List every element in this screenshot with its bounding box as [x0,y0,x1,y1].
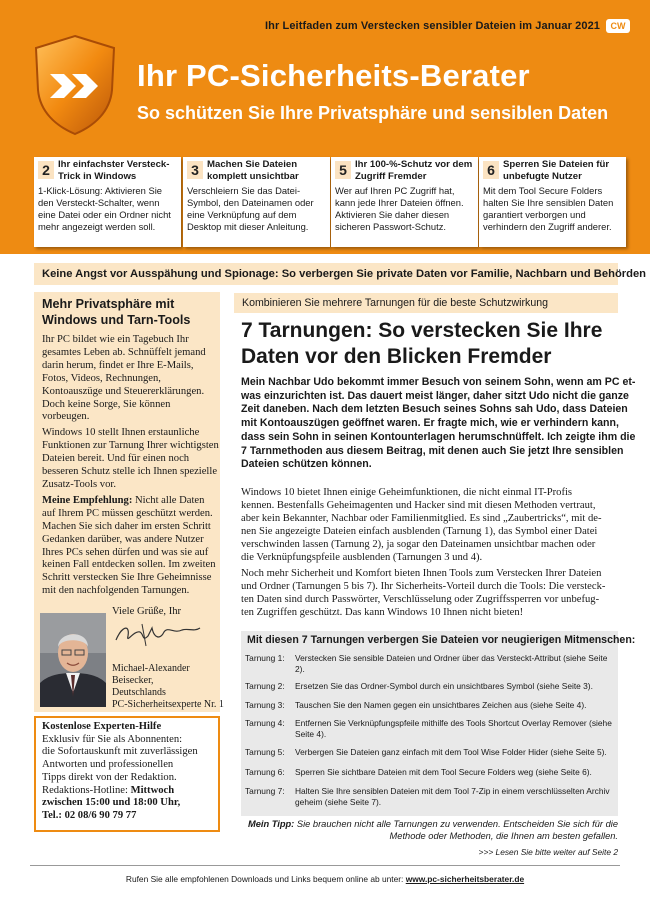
tarnung-text: Sperren Sie sichtbare Dateien mit dem Tool Secure Folders weg (siehe Seite 6). [295,767,592,777]
sidebar-paragraph-2: Windows 10 stellt Ihnen erstaunliche Funktionen zur Tarnung Ihrer wichtigsten Dateien bereit. Und für einen noch besseren Schutz stelle ich Ihnen spezielle Zusatz-Tools vor. [42,427,219,490]
expert-line: Tipps direkt von der Redaktion. [42,771,177,783]
body-line: ten Daten sind durch Passwörter, Verschlüsselung oder Zugriffssperren vor unbefug- [241,594,600,605]
author-line: Michael-Alexander [112,663,190,674]
tarnung-label: Tarnung 6: [245,767,285,777]
expert-heading: Kostenlose Experten-Hilfe [42,721,162,732]
tarnung-label: Tarnung 7: [245,786,285,796]
teaser-card-4[interactable] [479,157,626,247]
tip-box [241,818,618,842]
lead-line: Dateien schützen können. [241,458,372,471]
teaser-text: Verschleiern Sie das Datei-Symbol, den Dateinamen oder eine Verknüpfung auf dem Desktop mit dieser Anleitung. [187,185,314,232]
sidebar-paragraph-3 [42,495,220,598]
tarnung-label: Tarnung 3: [245,700,285,710]
expert-line: Exklusiv für Sie als Abonnenten: [42,733,183,745]
tarnung-text: Ersetzen Sie das Ordner-Symbol durch ein unsichtbares Symbol (siehe Seite 3). [295,681,593,691]
teaser-text: 1-Klick-Lösung: Aktivieren Sie den Versteckt-Schalter, wenn eine Datei oder ein Ordner nicht mehr angezeigt werden soll. [38,185,171,232]
recommendation-label: Meine Empfehlung: [42,494,133,506]
footer-divider [30,865,620,866]
header [0,0,650,254]
shield-arrow-icon [34,34,116,136]
article-paragraph-2 [241,567,619,619]
body-line: verschwinden lassen (Tarnung 2), ja sogar den Dateinamen unsichtbar machen oder [241,539,596,550]
teaser-text: Wer auf Ihren PC Zugriff hat, kann jede Ihrer Dateien öffnen. Aktivieren Sie daher diesen sicheren Passwort-Schutz. [335,185,464,232]
lead-line: mit Kontoauszügen geöffnet waren. Er fragte mich, wie er verhindern kann, [241,417,619,430]
lead-line: 7 Tarnmethoden aus diesem Beitrag, mit denen auch Sie jetzt Ihre sensiblen [241,444,624,457]
author-line: Deutschlands [112,687,166,698]
recommendation-text: Nicht alle Daten auf Ihrem PC müssen geschützt werden. Machen Sie sich daher im ersten Schritt Gedanken darüber, was andere Nutzer Ihres PCs sehen dürfen und was sie auf keinen Fall entdecken sollen. Im zweiten Schritt verstecken Sie Ihre Geheimnisse mit den nachfolgenden Tarnungen. [42,494,216,597]
header-title: Ihr PC-Sicherheits-Berater [137,58,530,93]
teaser-page-number: 6 [483,161,499,179]
topic-banner: Keine Angst vor Ausspähung und Spionage: So verbergen Sie private Daten vor Familie, Nachbarn und Behörden [34,263,618,285]
author-line: PC-Sicherheitsexperte Nr. 1 [112,699,224,710]
tarnung-label: Tarnung 5: [245,747,285,757]
body-line: und Ordner (Tarnungen 5 bis 7). Ihr Sicherheits-Vorteil durch die Tools: Die versteck- [241,581,606,592]
hotline-day: Mittwoch [130,784,175,796]
header-subtitle: So schützen Sie Ihre Privatsphäre und sensiblen Daten [137,103,609,123]
continue-link[interactable]: >>> Lesen Sie bitte weiter auf Seite 2 [478,847,618,857]
hotline-time: zwischen 15:00 und 18:00 Uhr, [42,797,181,809]
tarnung-text: Entfernen Sie Verknüpfungspfeile mithilfe des Tools Shortcut Overlay Remover (siehe Seite 4). [295,718,612,739]
tarnungen-box [241,631,636,816]
hotline-label: Redaktions-Hotline: [42,784,128,796]
lead-line: Zeit daneben. Nach dem letzten Besuch seines Sohns sah Udo, dass Dateien [241,403,628,416]
lead-line: was einzurichten ist. Das dauert meist länger, daher sitzt Udo nicht die ganze [241,389,629,402]
teaser-card-1[interactable] [34,157,181,247]
lead-line: Mein Nachbar Udo bekommt immer Besuch von seinem Sohn, wenn am PC et- [241,376,636,388]
tarnung-text: Halten Sie Ihre sensiblen Dateien mit dem Tool 7-Zip in einem verschlüsselten Archiv geheim (siehe Seite 7). [295,786,610,807]
body-line: aber kein Bekannter, Nachbar oder Familienmitglied. Es sind „Zaubertricks“, mit de- [241,513,602,524]
teaser-heading: Ihr einfachster Versteck-Trick in Windows [58,159,170,182]
sidebar-body [42,334,220,601]
footer-link[interactable]: www.pc-sicherheitsberater.de [405,874,525,884]
article-headline: 7 Tarnungen: So verstecken Sie Ihre Daten vor den Blicken Fremder [241,319,603,368]
tarnung-label: Tarnung 2: [245,681,285,691]
footer-text: Rufen Sie alle empfohlenen Downloads und Links bequem online ab unter: [125,874,404,884]
expert-help-box [34,716,220,832]
teaser-page-number: 2 [38,161,54,179]
lead-line: dass sein Sohn in seinen Kontounterlagen herumschnüffelt. Ich zeigte ihm die [241,430,636,443]
article-body [241,486,619,622]
body-line: ten Zugriffen geschützt. Das kann Windows 10 Ihnen nicht bieten! [241,607,524,618]
article-paragraph-1 [241,486,619,564]
body-line: Noch mehr Sicherheit und Komfort bieten Ihnen Tools zum Verstecken Ihrer Dateien [241,568,602,579]
body-line: die Verknüpfungspfeile ausblenden (Tarnungen 3 und 4). [241,552,483,563]
teaser-text: Mit dem Tool Secure Folders halten Sie Ihre sensiblen Daten garantiert verborgen und verhindern den Zugriff anderer. [483,185,614,232]
author-photo [40,613,106,707]
sidebar-paragraph-1: Ihr PC bildet wie ein Tagebuch Ihr gesamtes Leben ab. Schnüffelt jemand darin herum, findet er Ihre E-Mails, Fotos, Videos, Rechnungen, Kontoauszüge und Steuererklärungen. Doch keine Sorge, Sie können vorbeugen. [42,334,206,423]
tarnung-label: Tarnung 1: [245,653,285,663]
teaser-page-number: 5 [335,161,351,179]
tip-text: Sie brauchen nicht alle Tarnungen zu verwenden. Entscheiden Sie sich für die Methode oder Methoden, die Ihnen am besten gefallen. [296,819,618,841]
teaser-heading: Machen Sie Dateien komplett unsichtbar [207,159,299,182]
body-line: kennen. Bestenfalls Geheimagenten und Hacker sind mit diesen Methoden vertraut, [241,500,596,511]
signature [112,620,202,648]
publisher-logo: CW [606,19,630,33]
tarnungen-heading: Mit diesen 7 Tarnungen verbergen Sie Dateien vor neugierigen Mitmenschen: [247,634,636,646]
tarnung-text: Tauschen Sie den Namen gegen ein unsichtbares Zeichen aus (siehe Seite 4). [295,700,587,710]
teaser-page-number: 3 [187,161,203,179]
teaser-heading: Sperren Sie Dateien für unbefugte Nutzer [503,159,610,182]
teaser-card-2[interactable] [183,157,330,247]
teaser-card-3[interactable] [331,157,478,247]
expert-line: die Sofortauskunft mit zuverlässigen Antworten und professionellen [42,746,198,771]
teaser-heading: Ihr 100-%-Schutz vor dem Zugriff Fremder [355,159,473,182]
sidebar-heading: Mehr Privatsphäre mit Windows und Tarn-Tools [42,297,191,327]
author-info [112,663,224,711]
article-lead [241,376,636,472]
tarnung-text: Verbergen Sie Dateien ganz einfach mit dem Tool Wise Folder Hider (siehe Seite 5). [295,747,607,757]
article-kicker: Kombinieren Sie mehrere Tarnungen für die beste Schutzwirkung [234,293,618,313]
hotline-phone[interactable]: Tel.: 02 08/6 90 79 77 [42,809,137,821]
tarnung-text: Verstecken Sie sensible Dateien und Ordner über das Versteckt-Attribut (siehe Seite 2). [295,653,608,674]
body-line: nen Sie angezeigte Dateien einfach ausblenden (Tarnung 1), das Symbol einer Datei [241,526,598,537]
hotline-line [42,785,212,798]
body-line: Windows 10 bietet Ihnen einige Geheimfunktionen, die nicht einmal IT-Profis [241,487,573,498]
regards-text: Viele Grüße, Ihr [112,606,182,617]
tip-label: Mein Tipp: [247,819,295,829]
header-tagline: Ihr Leitfaden zum Verstecken sensibler Dateien im Januar 2021 [264,20,600,32]
footer [0,874,650,884]
author-line: Beisecker, [112,675,154,686]
tarnung-label: Tarnung 4: [245,718,285,728]
